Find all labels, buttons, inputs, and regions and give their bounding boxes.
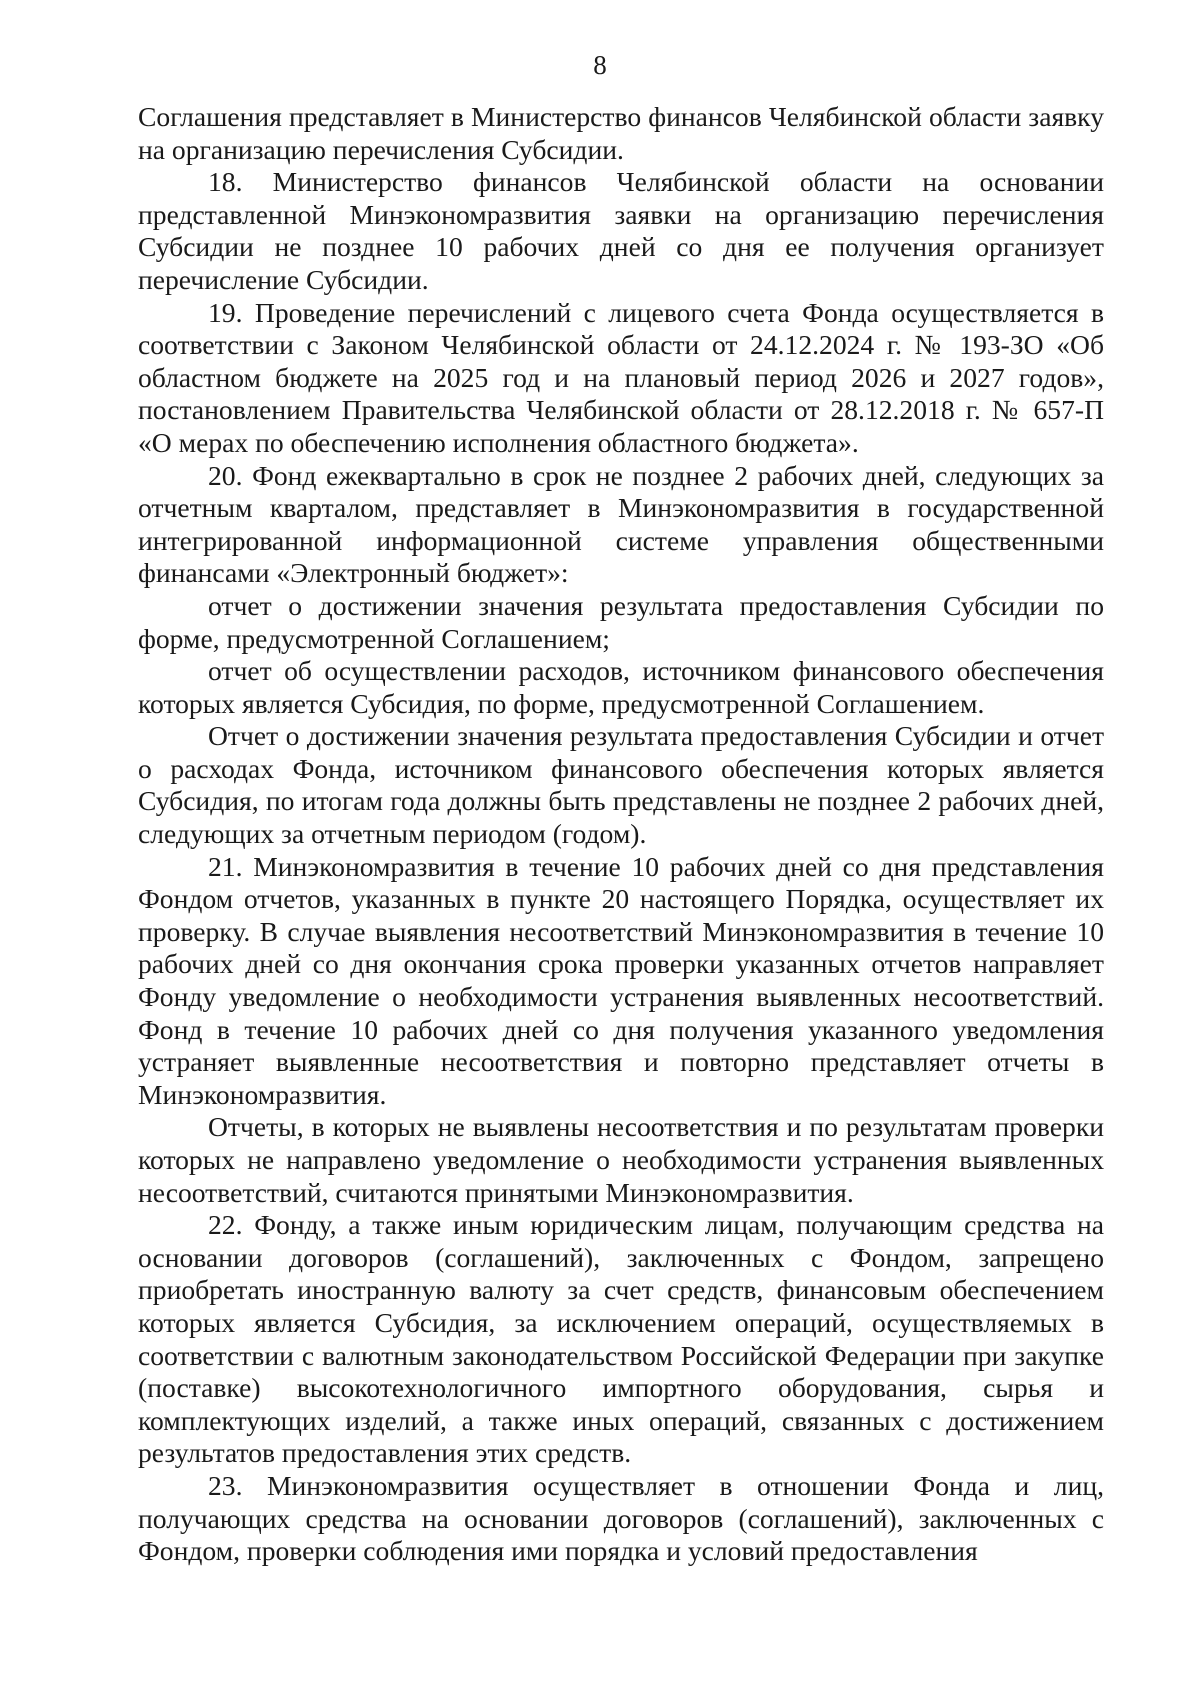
document-body — [138, 101, 1104, 1568]
paragraph: отчет об осуществлении расходов, источником финансового обеспечения которых является Субсидия, по форме, предусмотренной Соглашением. — [138, 655, 1104, 719]
paragraph: 23. Минэкономразвития осуществляет в отношении Фонда и лиц, получающих средства на основании договоров (соглашений), заключенных с Фондом, проверки соблюдения ими порядка и условий предоставления — [138, 1469, 1104, 1567]
paragraph: Соглашения представляет в Министерство финансов Челябинской области заявку на организацию перечисления Субсидии. — [138, 101, 1104, 165]
paragraph: Отчет о достижении значения результата предоставления Субсидии и отчет о расходах Фонда, источником финансового обеспечения которых является Субсидия, по итогам года должны быть представлены не позднее 2 рабочих дней, следующих за отчетным периодом (годом). — [138, 720, 1104, 850]
page-number: 8 — [593, 50, 607, 80]
paragraph: Отчеты, в которых не выявлены несоответствия и по результатам проверки которых не направлено уведомление о необходимости устранения выявленных несоответствий, считаются принятыми Минэкономразвития. — [138, 1111, 1104, 1208]
paragraph: 22. Фонду, а также иным юридическим лицам, получающим средства на основании договоров (соглашений), заключенных с Фондом, запрещено приобретать иностранную валюту за счет средств, финансовым обеспечением которых является Субсидия, за исключением операций, осуществляемых в соответствии с валютным законодательством Российской Федерации при закупке (поставке) высокотехнологичного импортного оборудования, сырья и комплектующих изделий, а также иных операций, связанных с достижением результатов предоставления этих средств. — [138, 1209, 1104, 1469]
paragraph: отчет о достижении значения результата предоставления Субсидии по форме, предусмотренной Соглашением; — [138, 589, 1104, 654]
paragraph: 18. Министерство финансов Челябинской области на основании представленной Минэкономразвития заявки на организацию перечисления Субсидии не позднее 10 рабочих дней со дня ее получения организует перечисление Субсидии. — [138, 166, 1104, 295]
paragraph: 21. Минэкономразвития в течение 10 рабочих дней со дня представления Фондом отчетов, указанных в пункте 20 настоящего Порядка, осуществляет их проверку. В случае выявления несоответствий Минэкономразвития в течение 10 рабочих дней со дня окончания срока проверки указанных отчетов направляет Фонду уведомление о необходимости устранения выявленных несоответствий. Фонд в течение 10 рабочих дней со дня получения указанного уведомления устраняет выявленные несоответствия и повторно представляет отчеты в Минэкономразвития. — [138, 850, 1104, 1110]
paragraph: 19. Проведение перечислений с лицевого счета Фонда осуществляется в соответствии с Законом Челябинской области от 24.12.2024 г. № 193-ЗО «Об областном бюджете на 2025 год и на плановый период 2026 и 2027 годов», постановлением Правительства Челябинской области от 28.12.2018 г. № 657-П «О мерах по обеспечению исполнения областного бюджета». — [138, 296, 1104, 458]
paragraph: 20. Фонд ежеквартально в срок не позднее 2 рабочих дней, следующих за отчетным кварталом, представляет в Минэкономразвития в государственной интегрированной информационной системе управления общественными финансами «Электронный бюджет»: — [138, 459, 1104, 589]
